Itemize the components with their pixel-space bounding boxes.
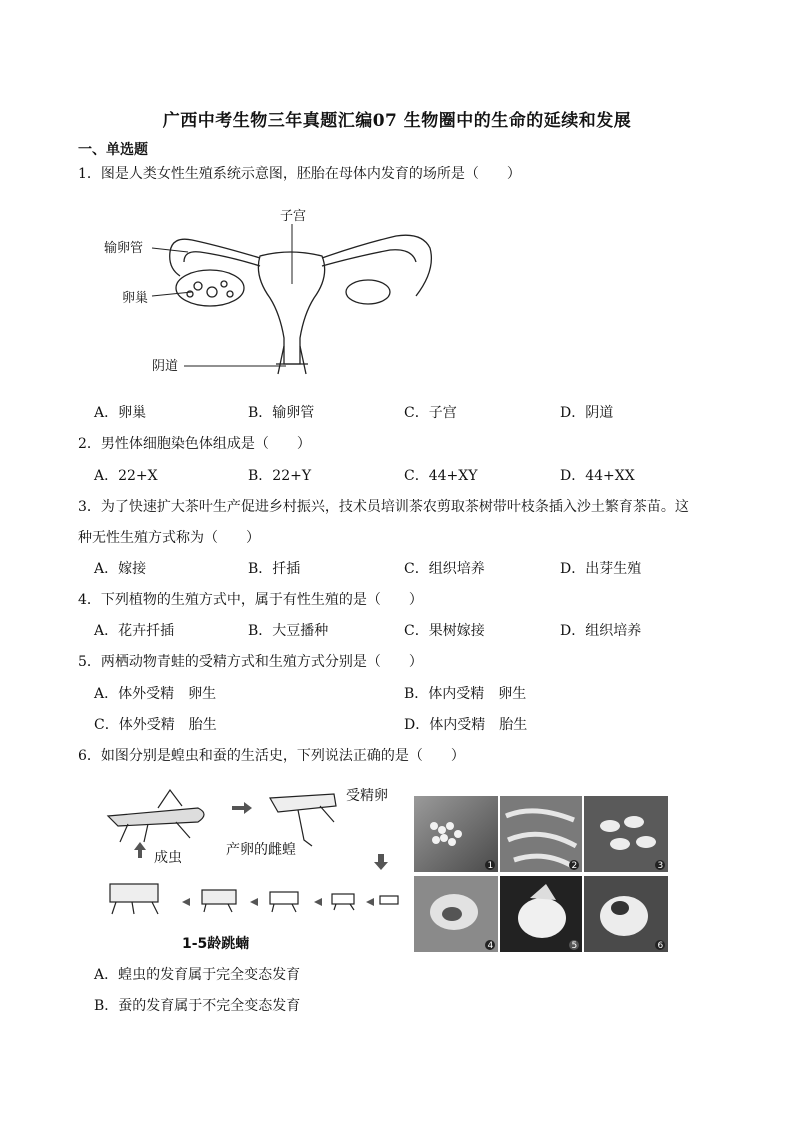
photo-number-2: 2 [571,861,578,871]
q2-option-c[interactable]: C．44+XY [404,468,478,484]
section-heading: 一、单选题 [78,142,148,158]
q4-option-a[interactable]: A．花卉扦插 [94,623,175,639]
q1-option-d[interactable]: D．阴道 [560,405,614,421]
photo-number-1: 1 [487,861,494,871]
question-1-stem: 1．图是人类女性生殖系统示意图，胚胎在母体内发育的场所是（ ） [78,166,521,182]
q5-option-b[interactable]: B．体内受精 卵生 [404,686,527,702]
photo-number-4: 4 [487,941,494,951]
question-3-stem-line1: 3．为了快速扩大茶叶生产促进乡村振兴，技术员培训茶农剪取茶树带叶枝条插入沙土繁育茶苗。这 [78,499,689,515]
photo-6-moth-laying [584,876,668,952]
locust-life-cycle-diagram [98,780,408,958]
q3-option-c[interactable]: C．组织培养 [404,561,485,577]
q3-option-a[interactable]: A．嫁接 [94,561,147,577]
photo-2-larvae [500,796,582,872]
label-uterus: 子宫 [280,209,307,224]
question-4-stem: 4．下列植物的生殖方式中，属于有性生殖的是（ ） [78,592,423,608]
photo-number-3: 3 [657,861,664,871]
label-laying-female: 产卵的雌蝗 [226,842,296,858]
q1-option-c[interactable]: C．子宫 [404,405,457,421]
q2-option-b[interactable]: B．22+Y [248,468,312,484]
photo-number-5: 5 [571,941,578,951]
q1-option-a[interactable]: A．卵巢 [94,405,147,421]
photo-1-eggs [414,796,498,872]
question-6-stem: 6．如图分别是蝗虫和蚕的生活史，下列说法正确的是（ ） [78,748,465,764]
q6-option-a[interactable]: A．蝗虫的发育属于完全变态发育 [94,967,301,983]
q5-option-c[interactable]: C．体外受精 胎生 [94,717,217,733]
q6-option-b[interactable]: B．蚕的发育属于不完全变态发育 [94,998,301,1014]
photo-3-cocoons [584,796,668,872]
document-title: 广西中考生物三年真题汇编07 生物圈中的生命的延续和发展 [162,111,632,131]
label-oviduct: 输卵管 [104,241,144,256]
female-reproductive-system-diagram [100,196,440,380]
label-nymph: 1-5龄跳蝻 [182,936,250,952]
question-3-stem-line2: 种无性生殖方式称为（ ） [78,530,260,546]
label-vagina: 阴道 [152,359,179,374]
photo-5-moth-emerging [500,876,582,952]
photo-4-pupa [414,876,498,952]
q3-option-b[interactable]: B．扦插 [248,561,301,577]
q2-option-a[interactable]: A．22+X [94,468,158,484]
q3-option-d[interactable]: D．出芽生殖 [560,561,642,577]
label-adult: 成虫 [154,850,182,866]
question-5-stem: 5．两栖动物青蛙的受精方式和生殖方式分别是（ ） [78,654,423,670]
q4-option-d[interactable]: D．组织培养 [560,623,642,639]
q5-option-a[interactable]: A．体外受精 卵生 [94,686,217,702]
q1-option-b[interactable]: B．输卵管 [248,405,315,421]
q4-option-c[interactable]: C．果树嫁接 [404,623,485,639]
q4-option-b[interactable]: B．大豆播种 [248,623,329,639]
label-ovary: 卵巢 [122,291,149,306]
question-2-stem: 2．男性体细胞染色体组成是（ ） [78,436,311,452]
q2-option-d[interactable]: D．44+XX [560,468,635,484]
q5-option-d[interactable]: D．体内受精 胎生 [404,717,528,733]
label-fertilized-egg: 受精卵 [346,788,388,804]
photo-number-6: 6 [657,941,664,951]
silkworm-life-cycle-photos [414,796,668,952]
